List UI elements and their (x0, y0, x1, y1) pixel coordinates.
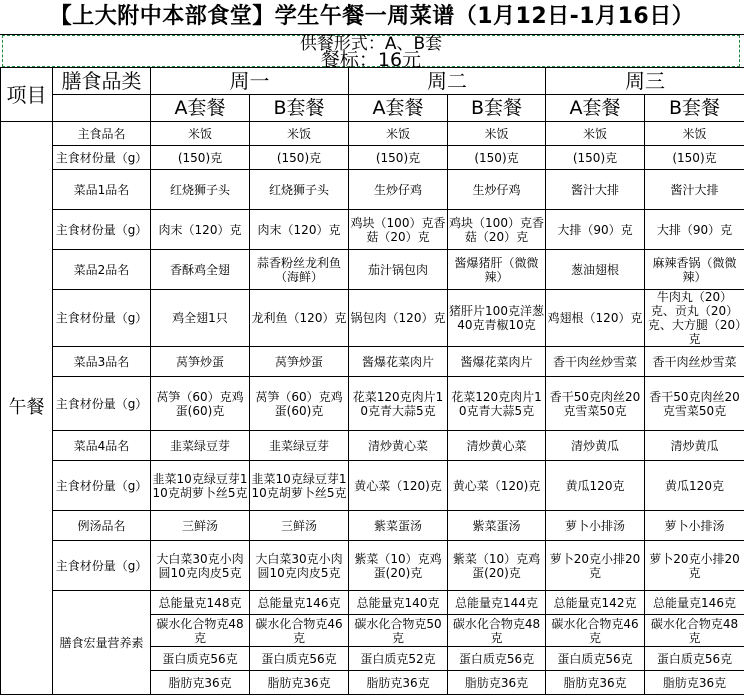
menu-cell[interactable]: 红烧狮子头 (151, 170, 250, 210)
menu-cell[interactable]: 清炒黄心菜 (349, 431, 448, 461)
row-label: 菜品1品名 (53, 170, 151, 210)
menu-cell[interactable]: 米饭 (151, 122, 250, 146)
row-label: 主食品名 (53, 122, 151, 146)
menu-cell[interactable]: 茄汁锅包肉 (349, 250, 448, 290)
header-row-days (1, 68, 744, 95)
menu-cell[interactable]: 香干50克肉丝20克雪菜50克 (546, 377, 645, 431)
nutrition-label: 膳食宏量营养素 (53, 591, 151, 695)
nutrition-cell[interactable]: 碳水化合物克48克 (645, 615, 744, 647)
nutrition-cell[interactable]: 脂肪克36克 (151, 671, 250, 695)
serving-format: 供餐形式：A、B套 (3, 36, 739, 52)
header-day-1: 周一 (151, 68, 349, 95)
row-label: 主食材份量（g） (53, 377, 151, 431)
menu-cell[interactable]: 香干50克肉丝20克雪菜50克 (645, 377, 744, 431)
menu-row (1, 347, 744, 377)
menu-cell[interactable]: 三鲜汤 (151, 511, 250, 541)
page-title: 【上大附中本部食堂】学生午餐一周菜谱（1月12日-1月16日） (0, 0, 744, 35)
menu-row (1, 122, 744, 146)
menu-cell[interactable]: (150)克 (645, 146, 744, 170)
nutrition-cell[interactable]: 蛋白质克56克 (151, 647, 250, 671)
nutrition-cell[interactable]: 碳水化合物克46克 (250, 615, 349, 647)
nutrition-cell[interactable]: 蛋白质克56克 (250, 647, 349, 671)
nutrition-cell[interactable]: 蛋白质克56克 (645, 647, 744, 671)
header-item: 项目 (1, 68, 53, 122)
menu-cell[interactable]: 生炒仔鸡 (349, 170, 448, 210)
header-set-b: B套餐 (645, 95, 744, 122)
menu-cell[interactable]: 鸡翅根（120）克 (546, 290, 645, 347)
menu-cell[interactable]: 萝卜20克小排20克 (546, 541, 645, 591)
header-set-b: B套餐 (250, 95, 349, 122)
menu-cell[interactable]: 黄心菜（120)克 (448, 461, 546, 511)
header-set-a: A套餐 (546, 95, 645, 122)
menu-row (1, 250, 744, 290)
menu-cell[interactable]: 生炒仔鸡 (448, 170, 546, 210)
menu-cell[interactable]: 黄心菜（120)克 (349, 461, 448, 511)
menu-cell[interactable]: 韭菜10克绿豆芽110克胡萝卜丝5克 (151, 461, 250, 511)
menu-row (1, 290, 744, 347)
menu-row (1, 146, 744, 170)
menu-cell[interactable]: 黄瓜120克 (645, 461, 744, 511)
row-label: 菜品4品名 (53, 431, 151, 461)
menu-cell[interactable]: 清炒黄瓜 (645, 431, 744, 461)
row-label: 菜品3品名 (53, 347, 151, 377)
header-set-a: A套餐 (349, 95, 448, 122)
row-label: 主食材份量（g） (53, 541, 151, 591)
row-label: 主食材份量（g） (53, 210, 151, 250)
menu-cell[interactable]: 肉末（120）克 (250, 210, 349, 250)
menu-row (1, 461, 744, 511)
row-label: 例汤品名 (53, 511, 151, 541)
nutrition-cell[interactable]: 总能量克148克 (151, 591, 250, 615)
menu-cell[interactable]: 花菜120克肉片10克青大蒜5克 (349, 377, 448, 431)
menu-cell[interactable]: 米饭 (645, 122, 744, 146)
menu-cell[interactable]: 香干肉丝炒雪菜 (546, 347, 645, 377)
menu-row (1, 431, 744, 461)
menu-cell[interactable]: 韭菜绿豆芽 (151, 431, 250, 461)
menu-cell[interactable]: 酱汁大排 (546, 170, 645, 210)
menu-cell[interactable]: 大排（90）克 (546, 210, 645, 250)
menu-cell[interactable]: 酱汁大排 (645, 170, 744, 210)
nutrition-cell[interactable]: 碳水化合物克48克 (151, 615, 250, 647)
menu-cell[interactable]: 酱爆猪肝（微微辣） (448, 250, 546, 290)
menu-cell[interactable]: 莴笋炒蛋 (151, 347, 250, 377)
menu-row (1, 377, 744, 431)
menu-cell[interactable]: (150)克 (546, 146, 645, 170)
menu-cell[interactable]: 鸡块（100）克香菇（20）克 (448, 210, 546, 250)
menu-cell[interactable]: 莴笋（60）克鸡蛋(60)克 (250, 377, 349, 431)
nutrition-cell[interactable]: 蛋白质克52克 (349, 647, 448, 671)
menu-cell[interactable]: (150)克 (349, 146, 448, 170)
menu-cell[interactable]: (150)克 (250, 146, 349, 170)
menu-cell[interactable]: 葱油翅根 (546, 250, 645, 290)
header-category: 膳食品类 (53, 68, 151, 95)
menu-row (1, 541, 744, 591)
menu-cell[interactable]: 大白菜30克小肉圆10克肉皮5克 (250, 541, 349, 591)
menu-cell[interactable]: 紫菜蛋汤 (349, 511, 448, 541)
menu-cell[interactable]: 麻辣香锅（微微辣） (645, 250, 744, 290)
menu-cell[interactable]: 红烧狮子头 (250, 170, 349, 210)
menu-cell[interactable]: 韭菜10克绿豆芽110克胡萝卜丝5克 (250, 461, 349, 511)
header-row-sets (1, 95, 744, 122)
menu-cell[interactable]: 花菜120克肉片10克青大蒜5克 (448, 377, 546, 431)
menu-cell[interactable]: 猪肝片100克洋葱40克青椒10克 (448, 290, 546, 347)
nutrition-cell[interactable]: 总能量克146克 (645, 591, 744, 615)
menu-cell[interactable]: 萝卜20克小排20克 (645, 541, 744, 591)
menu-cell[interactable]: 萝卜小排汤 (546, 511, 645, 541)
menu-cell[interactable]: 鸡全翅1只 (151, 290, 250, 347)
menu-cell[interactable]: 酱爆花菜肉片 (349, 347, 448, 377)
header-empty (53, 95, 151, 122)
meal-standard: 餐标：16元 (3, 52, 739, 68)
row-label: 主食材份量（g） (53, 461, 151, 511)
menu-cell[interactable]: 三鲜汤 (250, 511, 349, 541)
menu-row (1, 210, 744, 250)
menu-cell[interactable]: 米饭 (349, 122, 448, 146)
menu-cell[interactable]: 牛肉丸（20）克、贡丸（20）克、大方腿（20）克 (645, 290, 744, 347)
menu-cell[interactable]: 锅包肉（120）克 (349, 290, 448, 347)
nutrition-cell[interactable]: 总能量克146克 (250, 591, 349, 615)
nutrition-cell[interactable]: 碳水化合物克48克 (448, 615, 546, 647)
menu-cell[interactable]: 萝卜小排汤 (645, 511, 744, 541)
menu-cell[interactable]: 肉末（120）克 (151, 210, 250, 250)
row-label: 菜品2品名 (53, 250, 151, 290)
nutrition-cell[interactable]: 碳水化合物克46克 (546, 615, 645, 647)
nutrition-cell[interactable]: 脂肪克36克 (645, 671, 744, 695)
menu-cell[interactable]: 韭菜绿豆芽 (250, 431, 349, 461)
nutrition-cell[interactable]: 脂肪克36克 (448, 671, 546, 695)
header-day-3: 周三 (546, 68, 744, 95)
header-day-2: 周二 (349, 68, 546, 95)
menu-cell[interactable]: 黄瓜120克 (546, 461, 645, 511)
menu-cell[interactable]: 酱爆花菜肉片 (448, 347, 546, 377)
nutrition-cell[interactable]: 脂肪克36克 (546, 671, 645, 695)
menu-cell[interactable]: 大排（90）克 (645, 210, 744, 250)
menu-cell[interactable]: 龙利鱼（120）克 (250, 290, 349, 347)
menu-cell[interactable]: 米饭 (546, 122, 645, 146)
menu-cell[interactable]: 大白菜30克小肉圆10克肉皮5克 (151, 541, 250, 591)
menu-cell[interactable]: 莴笋炒蛋 (250, 347, 349, 377)
nutrition-cell[interactable]: 总能量克144克 (448, 591, 546, 615)
menu-cell[interactable]: 鸡块（100）克香菇（20）克 (349, 210, 448, 250)
header-set-a: A套餐 (151, 95, 250, 122)
menu-cell[interactable]: 米饭 (448, 122, 546, 146)
menu-cell[interactable]: 米饭 (250, 122, 349, 146)
menu-cell[interactable]: 紫菜（10）克鸡蛋(20)克 (349, 541, 448, 591)
menu-table (0, 67, 744, 695)
nutrition-row (1, 591, 744, 615)
selected-cell-range[interactable] (2, 35, 740, 67)
menu-cell[interactable]: (150)克 (448, 146, 546, 170)
menu-row (1, 511, 744, 541)
row-label: 主食材份量（g） (53, 146, 151, 170)
menu-cell[interactable]: 紫菜蛋汤 (448, 511, 546, 541)
nutrition-cell[interactable]: 总能量克140克 (349, 591, 448, 615)
menu-row (1, 170, 744, 210)
menu-cell[interactable]: 香干肉丝炒雪菜 (645, 347, 744, 377)
section-lunch: 午餐 (1, 122, 53, 695)
menu-cell[interactable]: 莴笋（60）克鸡蛋(60)克 (151, 377, 250, 431)
menu-cell[interactable]: 清炒黄心菜 (448, 431, 546, 461)
nutrition-cell[interactable]: 脂肪克36克 (250, 671, 349, 695)
header-set-b: B套餐 (448, 95, 546, 122)
nutrition-cell[interactable]: 脂肪克36克 (349, 671, 448, 695)
nutrition-cell[interactable]: 总能量克142克 (546, 591, 645, 615)
row-label: 主食材份量（g） (53, 290, 151, 347)
menu-cell[interactable]: 清炒黄瓜 (546, 431, 645, 461)
menu-cell[interactable]: 紫菜（10）克鸡蛋(20)克 (448, 541, 546, 591)
menu-cell[interactable]: 香酥鸡全翅 (151, 250, 250, 290)
nutrition-cell[interactable]: 蛋白质克56克 (546, 647, 645, 671)
menu-cell[interactable]: (150)克 (151, 146, 250, 170)
nutrition-cell[interactable]: 碳水化合物克50克 (349, 615, 448, 647)
nutrition-cell[interactable]: 蛋白质克56克 (448, 647, 546, 671)
menu-cell[interactable]: 蒜香粉丝龙利鱼（海鲜） (250, 250, 349, 290)
